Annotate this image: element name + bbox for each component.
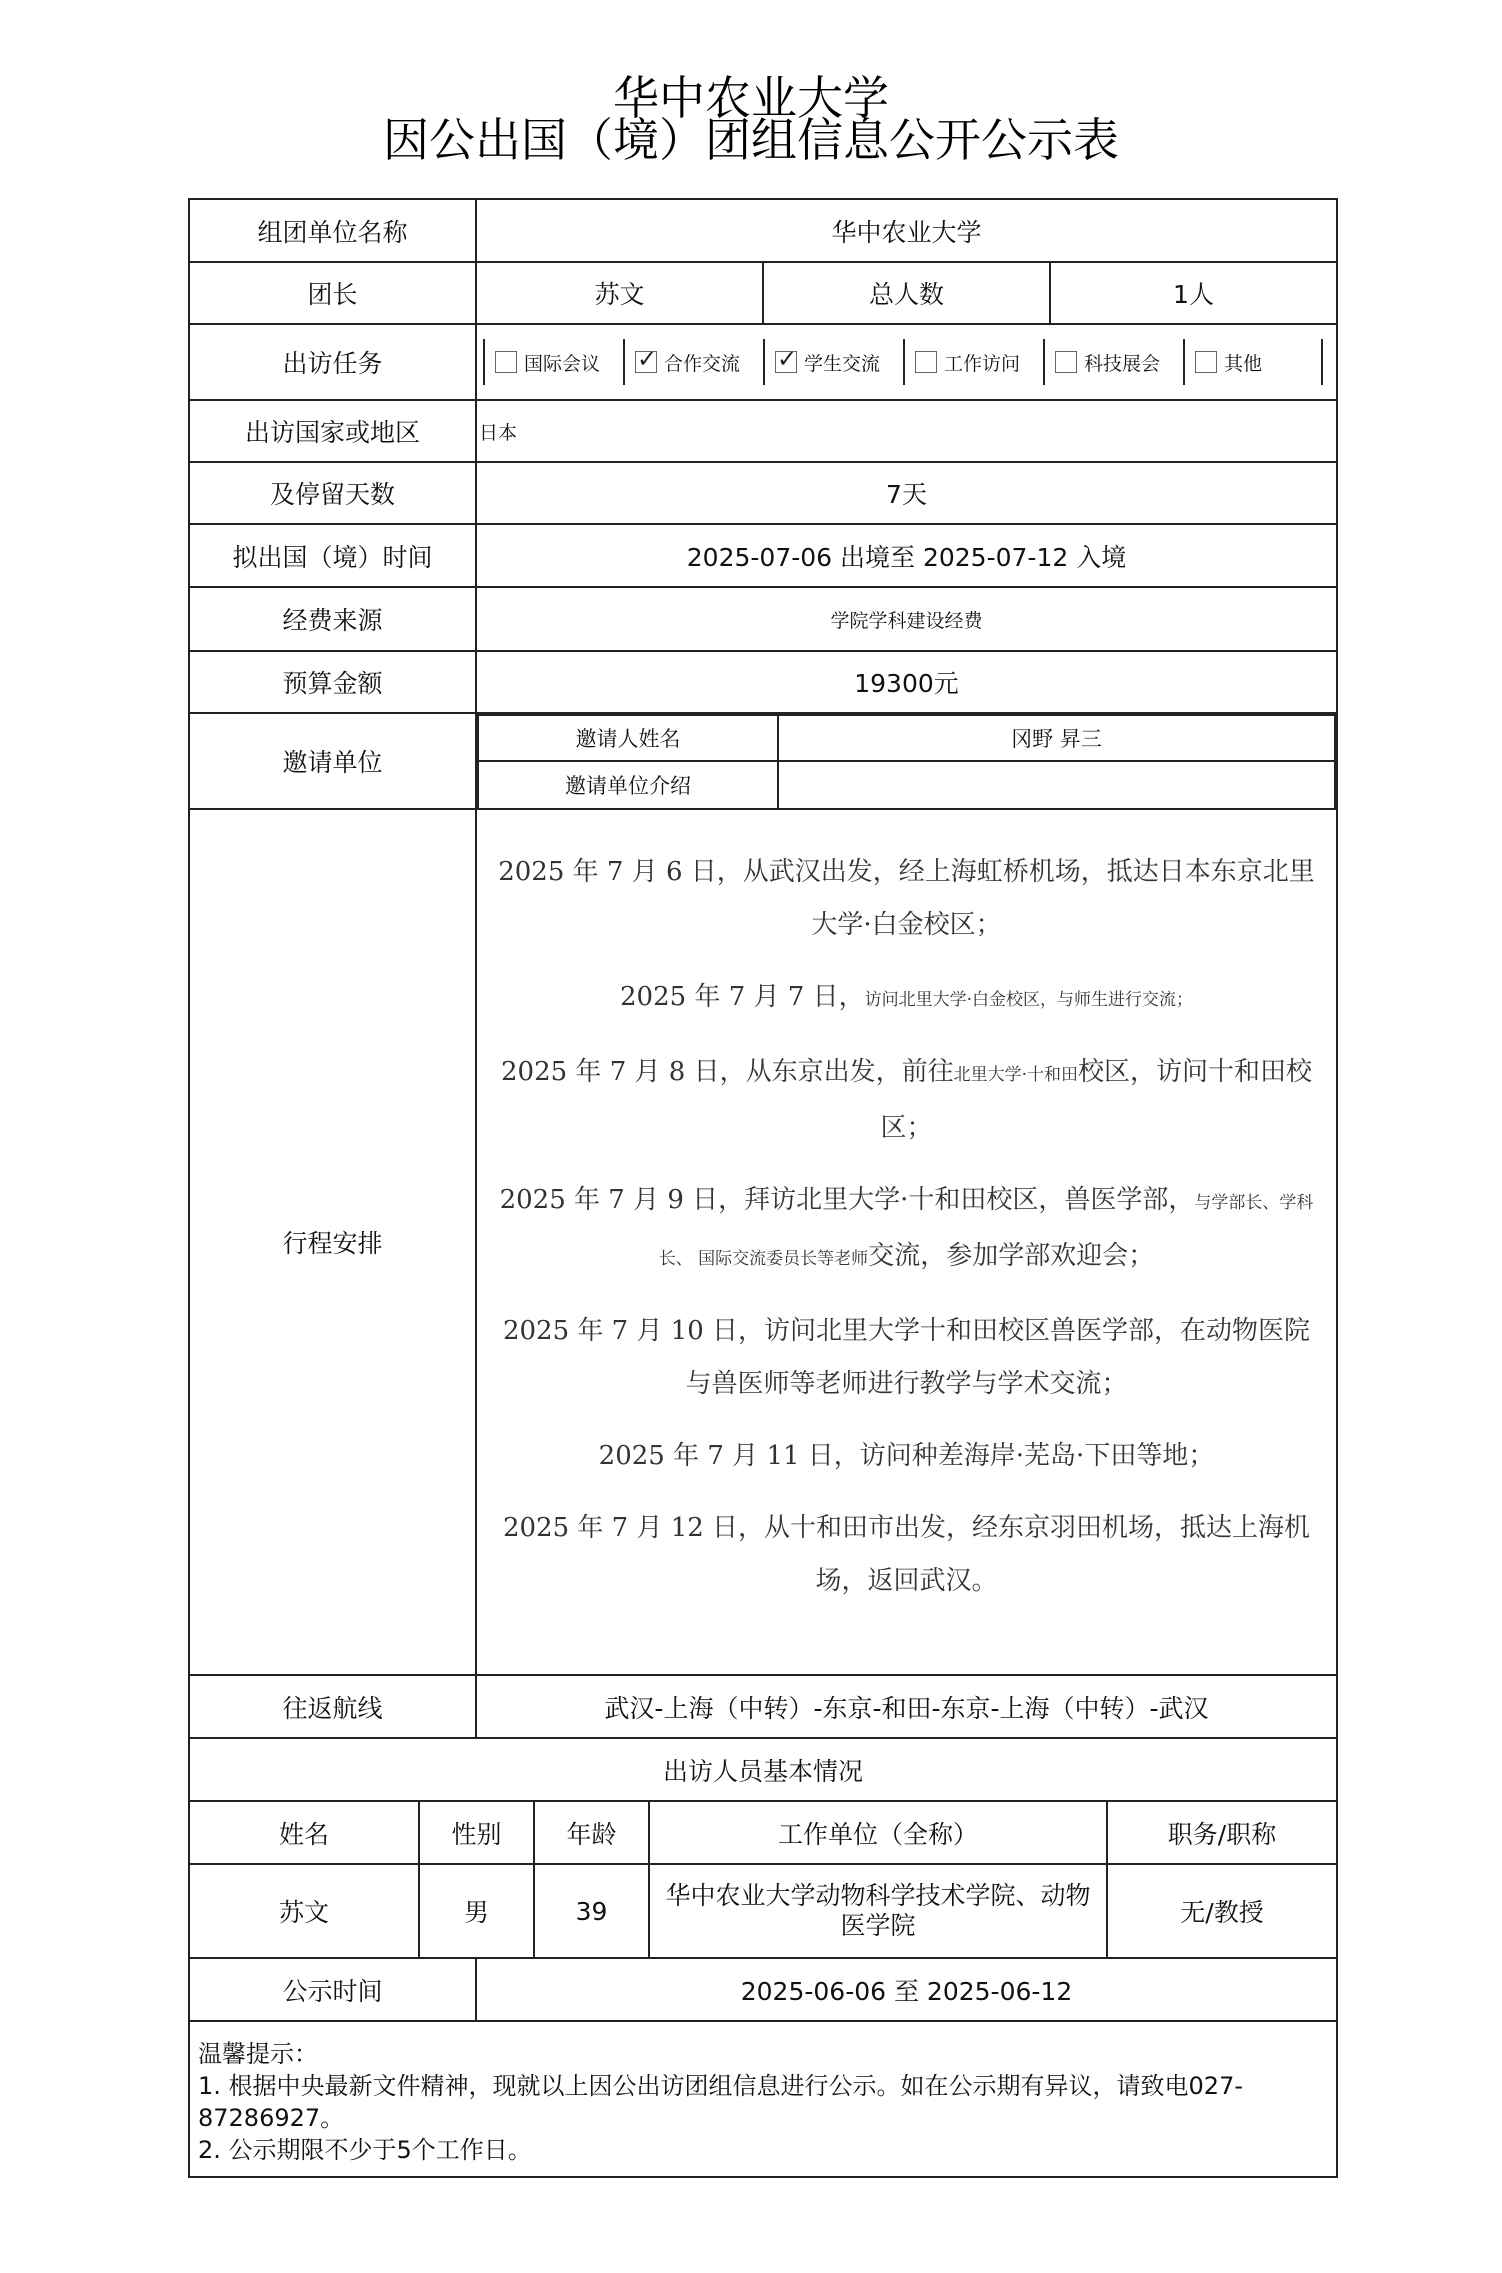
mission-option-label: 学生交流 <box>804 352 881 375</box>
funding-label: 经费来源 <box>190 588 477 650</box>
mission-label: 出访任务 <box>190 325 477 399</box>
notes-line2: 2. 公示期限不少于5个工作日。 <box>198 2136 532 2164</box>
members-title: 出访人员基本情况 <box>662 1756 863 1786</box>
member-gender: 男 <box>420 1865 535 1957</box>
itinerary-day7: 2025 年 7 月 12 日，从十和田市出发，经东京羽田机场，抵达上海机场，返回武汉。 <box>502 1513 1311 1596</box>
days-label: 及停留天数 <box>190 463 477 523</box>
member-age: 39 <box>535 1865 650 1957</box>
publicity-label: 公示时间 <box>190 1959 477 2020</box>
inviter-subtable <box>477 714 1336 810</box>
row-route <box>190 1676 1336 1739</box>
mission-option-label: 科技展会 <box>1084 352 1161 375</box>
mission-option[interactable] <box>483 339 623 385</box>
itinerary-content <box>477 810 1336 1674</box>
inviter-name-label: 邀请人姓名 <box>479 716 779 760</box>
row-budget <box>190 652 1336 714</box>
inviter-intro-label: 邀请单位介绍 <box>479 762 779 808</box>
mission-option[interactable] <box>763 339 903 385</box>
mission-option[interactable] <box>1183 339 1323 385</box>
route-label: 往返航线 <box>190 1676 477 1737</box>
mission-option-label: 工作访问 <box>944 352 1021 375</box>
row-itinerary <box>190 810 1336 1676</box>
inviter-name-row <box>479 716 1334 762</box>
header-name: 姓名 <box>190 1802 420 1863</box>
row-leader <box>190 263 1336 325</box>
country-value: 日本 <box>479 421 518 444</box>
header-gender: 性别 <box>420 1802 535 1863</box>
mission-option-label: 其他 <box>1224 352 1263 375</box>
header-age: 年龄 <box>535 1802 650 1863</box>
itinerary-day5: 2025 年 7 月 10 日，访问北里大学十和田校区兽医学部，在动物医院与兽医师等老师进行教学与学术交流； <box>502 1316 1311 1399</box>
member-name: 苏文 <box>190 1865 420 1957</box>
inviter-intro-value <box>779 762 1334 808</box>
mission-options <box>477 325 1336 399</box>
org-value: 华中农业大学 <box>831 217 982 247</box>
inviter-intro-row <box>479 762 1334 808</box>
row-time <box>190 525 1336 588</box>
checked-checkbox[interactable] <box>635 351 657 373</box>
unchecked-checkbox[interactable] <box>1195 351 1217 373</box>
row-inviter <box>190 714 1336 810</box>
member-title: 无/教授 <box>1180 1898 1264 1927</box>
route-value: 武汉-上海（中转）-东京-和田-东京-上海（中转）-武汉 <box>604 1693 1209 1723</box>
itinerary-label: 行程安排 <box>190 810 477 1674</box>
budget-value: 19300元 <box>854 669 959 698</box>
row-days <box>190 463 1336 525</box>
mission-option-label: 国际会议 <box>524 352 601 375</box>
row-notes <box>190 2022 1336 2176</box>
unchecked-checkbox[interactable] <box>495 351 517 373</box>
itinerary-day6: 2025 年 7 月 11 日，访问种差海岸·芜岛·下田等地； <box>598 1441 1215 1471</box>
row-country <box>190 401 1336 463</box>
info-table <box>188 198 1338 2178</box>
publicity-value: 2025-06-06 至 2025-06-12 <box>740 1976 1073 2006</box>
page-title: 华中农业大学 <box>613 71 889 125</box>
checked-checkbox[interactable] <box>775 351 797 373</box>
row-members-title <box>190 1739 1336 1802</box>
budget-label: 预算金额 <box>190 652 477 712</box>
mission-option[interactable] <box>903 339 1043 385</box>
notes-heading: 温馨提示： <box>198 2040 318 2068</box>
itinerary-day3: 2025 年 7 月 8 日，从东京出发，前往北里大学·十和田校区，访问十和田校区； <box>501 1057 1312 1143</box>
header-unit: 工作单位（全称） <box>650 1802 1108 1863</box>
time-label: 拟出国（境）时间 <box>190 525 477 586</box>
member-unit: 华中农业大学动物科学技术学院、动物医学院 <box>650 1865 1108 1957</box>
total-label: 总人数 <box>764 263 1051 323</box>
days-value: 7天 <box>886 480 927 509</box>
row-mission <box>190 325 1336 401</box>
funding-value: 学院学科建设经费 <box>830 609 983 632</box>
itinerary-day1: 2025 年 7 月 6 日，从武汉出发，经上海虹桥机场，抵达日本东京北里大学·白金校区； <box>498 857 1315 940</box>
members-header-row <box>190 1802 1336 1865</box>
country-label: 出访国家或地区 <box>190 401 477 461</box>
itinerary-day2: 2025 年 7 月 7 日，访问北里大学·白金校区，与师生进行交流； <box>620 982 1193 1012</box>
mission-option-label: 合作交流 <box>664 352 741 375</box>
row-publicity <box>190 1959 1336 2022</box>
header-title: 职务/职称 <box>1167 1819 1277 1849</box>
row-funding <box>190 588 1336 652</box>
time-value: 2025-07-06 出境至 2025-07-12 入境 <box>686 542 1127 572</box>
notes-block <box>190 2022 1336 2166</box>
leader-label: 团长 <box>190 263 477 323</box>
org-label: 组团单位名称 <box>190 200 477 261</box>
page-subtitle: 因公出国（境）团组信息公开公示表 <box>383 113 1119 167</box>
unchecked-checkbox[interactable] <box>1055 351 1077 373</box>
row-org <box>190 200 1336 263</box>
inviter-name-value: 冈野 昇三 <box>1011 727 1102 751</box>
mission-option[interactable] <box>623 339 763 385</box>
notes-line1: 1. 根据中央最新文件精神，现就以上因公出访团组信息进行公示。如在公示期有异议，请致电027-87286927。 <box>198 2072 1243 2132</box>
table-row <box>190 1865 1336 1959</box>
inviter-label: 邀请单位 <box>190 714 477 808</box>
mission-checkbox-group <box>477 325 1323 399</box>
itinerary-day4: 2025 年 7 月 9 日，拜访北里大学·十和田校区，兽医学部，与学部长、学科长、 国际交流委员长等老师交流，参加学部欢迎会； <box>499 1185 1314 1271</box>
mission-option[interactable] <box>1043 339 1183 385</box>
unchecked-checkbox[interactable] <box>915 351 937 373</box>
total-value: 1人 <box>1173 280 1214 309</box>
leader-value: 苏文 <box>477 263 764 323</box>
